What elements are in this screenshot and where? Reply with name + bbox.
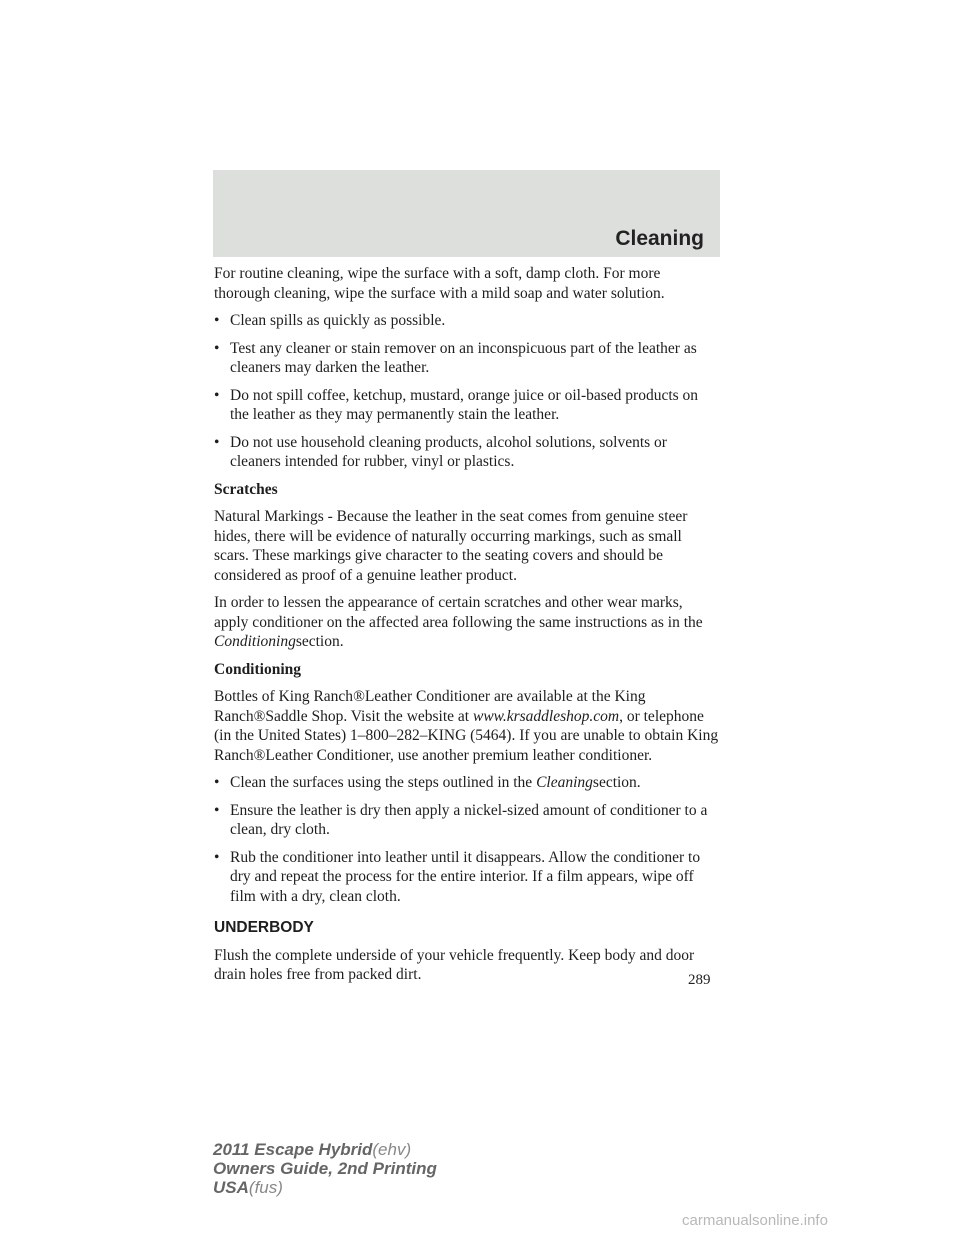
conditioning-paragraph: Bottles of King Ranch®Leather Conditioner are available at the King Ranch®Saddle Shop. Visit the website at www.krsaddleshop.com, or telephone (in the United States) 1–800–282–KING (5464). If you are unable to obtain King Ranch®Leather Conditioner, use another premium leather conditioner. (214, 688, 719, 764)
page-content (214, 264, 720, 993)
list-item: • Clean spills as quickly as possible. (214, 312, 446, 329)
scratches-conditioning-paragraph: In order to lessen the appearance of certain scratches and other wear marks, apply conditioner on the affected area following the same instructions as in the Conditioningsection. (214, 594, 703, 650)
section-title: Cleaning (615, 227, 704, 250)
conditioning-reference: Conditioning (214, 633, 296, 650)
footer-line-region: USA(fus) (213, 1178, 283, 1197)
bullet-icon: • (214, 774, 220, 791)
website-url: www.krsaddleshop.com (472, 707, 620, 725)
page-number: 289 (688, 972, 711, 988)
registered-mark: ® (253, 707, 266, 725)
list-item: • Rub the conditioner into leather until it disappears. Allow the conditioner to dry and repeat the process for the entire interior. If a film appears, wipe off film with a dry, clean cloth. (214, 848, 701, 905)
intro-paragraph: For routine cleaning, wipe the surface with a soft, damp cloth. For more thorough cleaning, wipe the surface with a mild soap and water solution. (214, 265, 665, 302)
conditioning-heading: Conditioning (214, 660, 302, 678)
list-item: • Do not use household cleaning products, alcohol solutions, solvents or cleaners intended for rubber, vinyl or plastics. (214, 433, 667, 470)
scratches-heading: Scratches (214, 480, 278, 498)
underbody-paragraph: Flush the complete underside of your vehicle frequently. Keep body and door drain holes free from packed dirt. (214, 946, 695, 983)
footer-line-model: 2011 Escape Hybrid(ehv) (213, 1140, 412, 1159)
bullet-icon: • (214, 433, 220, 451)
list-item: • Ensure the leather is dry then apply a nickel-sized amount of conditioner to a clean, dry cloth. (214, 801, 708, 838)
watermark: carmanualsonline.info (682, 1212, 828, 1229)
list-item: • Do not spill coffee, ketchup, mustard, orange juice or oil-based products on the leather as they may permanently stain the leather. (214, 386, 699, 423)
list-item: • Clean the surfaces using the steps outlined in the Cleaningsection. (214, 774, 641, 791)
bullet-icon: • (214, 312, 220, 329)
registered-mark: ® (353, 688, 365, 705)
registered-mark: ® (253, 746, 266, 764)
bullet-icon: • (214, 801, 220, 819)
document-footer (213, 1140, 437, 1197)
scratches-paragraph: Natural Markings - Because the leather in the seat comes from genuine steer hides, there will be evidence of naturally occurring markings, such as small scars. These markings give character to the seating covers and should be considered as proof of a genuine leather product. (214, 508, 688, 584)
cleaning-reference: Cleaning (536, 774, 593, 791)
section-header-band (213, 170, 720, 257)
list-item: • Test any cleaner or stain remover on an inconspicuous part of the leather as cleaners may darken the leather. (214, 339, 697, 376)
footer-line-guide: Owners Guide, 2nd Printing (213, 1159, 437, 1178)
underbody-heading: UNDERBODY (214, 919, 314, 936)
bullet-icon: • (214, 386, 220, 404)
bullet-icon: • (214, 848, 220, 866)
bullet-icon: • (214, 339, 220, 357)
